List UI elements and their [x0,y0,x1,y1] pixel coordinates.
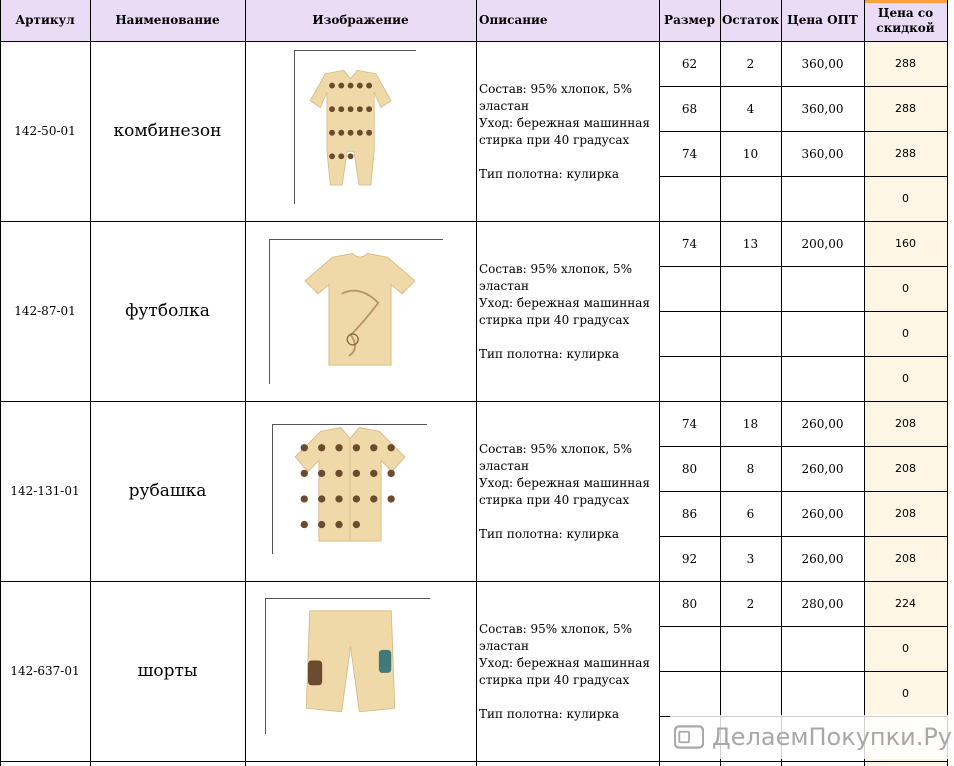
discount-cell[interactable]: 208 [895,507,916,520]
size-cell[interactable]: 80 [681,596,698,611]
discount-cell[interactable]: 288 [895,102,916,115]
price-cell[interactable]: 280,00 [801,596,844,611]
size-cell[interactable]: 74 [681,416,698,431]
card-logo-icon [674,724,704,750]
grid-hline [0,761,948,762]
discount-cell[interactable]: 288 [895,147,916,160]
header-name: Наименование [115,13,220,27]
header-stock: Остаток [721,13,780,27]
size-cell[interactable] [659,176,720,221]
size-cell[interactable]: 62 [681,56,698,71]
stock-cell[interactable] [720,671,781,716]
price-cell[interactable]: 260,00 [801,461,844,476]
description-line [479,509,659,526]
description-line: Уход: бережная машинная [479,476,650,490]
size-cell[interactable]: 74 [681,146,698,161]
product-sku: 142-637-01 [10,664,80,678]
product-name: комбинезон [113,121,222,141]
discount-cell[interactable]: 224 [895,597,916,610]
stock-cell[interactable]: 10 [742,146,759,161]
watermark [670,715,952,759]
description-line [479,329,659,346]
description-line: стирка при 40 градусах [479,673,630,687]
price-cell[interactable]: 260,00 [801,416,844,431]
product-description [479,441,659,543]
stock-cell[interactable]: 8 [746,461,755,476]
discount-cell[interactable]: 0 [902,642,909,655]
size-cell[interactable] [659,626,720,671]
discount-cell[interactable]: 0 [902,327,909,340]
size-cell[interactable]: 92 [681,551,698,566]
header-image: Изображение [312,13,409,27]
discount-cell[interactable]: 0 [902,192,909,205]
header-size: Размер [664,13,715,27]
description-line: Тип полотна: кулирка [479,707,620,721]
grid-vline [476,0,477,766]
description-line: Состав: 95% хлопок, 5% [479,262,633,276]
stock-cell[interactable] [720,266,781,311]
price-cell[interactable]: 260,00 [801,551,844,566]
discount-cell[interactable]: 0 [902,372,909,385]
price-cell[interactable] [781,176,864,221]
discount-cell[interactable]: 208 [895,462,916,475]
product-sku: 142-131-01 [10,484,80,498]
product-description [479,621,659,723]
price-cell[interactable]: 260,00 [801,506,844,521]
size-cell[interactable]: 80 [681,461,698,476]
size-cell[interactable] [659,356,720,401]
size-cell[interactable] [659,671,720,716]
discount-cell[interactable]: 0 [902,687,909,700]
description-line: Тип полотна: кулирка [479,167,620,181]
discount-cell[interactable]: 208 [895,417,916,430]
description-line: Тип полотна: кулирка [479,527,620,541]
description-line: Уход: бережная машинная [479,116,650,130]
stock-cell[interactable]: 2 [746,56,755,71]
stock-cell[interactable]: 13 [742,236,759,251]
product-name: шорты [137,661,198,681]
description-line: Тип полотна: кулирка [479,347,620,361]
product-sku: 142-50-01 [14,124,76,138]
price-cell[interactable] [781,266,864,311]
header-price: Цена ОПТ [787,13,858,27]
price-cell[interactable] [781,356,864,401]
header-discount: Цена со скидкой [876,5,935,35]
product-name: рубашка [128,481,207,501]
description-line: Состав: 95% хлопок, 5% [479,622,633,636]
stock-cell[interactable]: 18 [742,416,759,431]
stock-cell[interactable]: 3 [746,551,755,566]
product-description [479,81,659,183]
description-line: стирка при 40 градусах [479,313,630,327]
stock-cell[interactable]: 6 [746,506,755,521]
price-cell[interactable]: 360,00 [801,101,844,116]
stock-cell[interactable]: 4 [746,101,755,116]
stock-cell[interactable] [720,311,781,356]
description-line: Состав: 95% хлопок, 5% [479,82,633,96]
description-line: стирка при 40 градусах [479,493,630,507]
discount-cell[interactable]: 208 [895,552,916,565]
stock-cell[interactable] [720,626,781,671]
description-line [479,689,659,706]
size-cell[interactable] [659,311,720,356]
size-cell[interactable]: 74 [681,236,698,251]
discount-cell[interactable]: 0 [902,282,909,295]
discount-cell[interactable]: 288 [895,57,916,70]
description-line [479,149,659,166]
price-cell[interactable] [781,671,864,716]
product-sku: 142-87-01 [14,304,76,318]
header-description: Описание [479,13,548,27]
description-line: эластан [479,639,530,653]
grid-vline [245,0,246,766]
description-line: эластан [479,99,530,113]
description-line: эластан [479,459,530,473]
price-cell[interactable]: 360,00 [801,56,844,71]
watermark-text: ДелаемПокупки.Ру [712,723,952,751]
stock-cell[interactable] [720,356,781,401]
product-description [479,261,659,363]
price-cell[interactable]: 200,00 [801,236,844,251]
stock-cell[interactable] [720,176,781,221]
description-line: эластан [479,279,530,293]
size-cell[interactable] [659,266,720,311]
description-line: Уход: бережная машинная [479,296,650,310]
header-sku: Артикул [15,13,75,27]
description-line: Состав: 95% хлопок, 5% [479,442,633,456]
description-line: стирка при 40 градусах [479,133,630,147]
discount-cell[interactable]: 160 [895,237,916,250]
stock-cell[interactable]: 2 [746,596,755,611]
description-line: Уход: бережная машинная [479,656,650,670]
grid-vline [947,0,948,766]
size-cell[interactable]: 86 [681,506,698,521]
price-cell[interactable] [781,311,864,356]
price-cell[interactable] [781,626,864,671]
product-name: футболка [125,301,210,321]
price-cell[interactable]: 360,00 [801,146,844,161]
size-cell[interactable]: 68 [681,101,698,116]
